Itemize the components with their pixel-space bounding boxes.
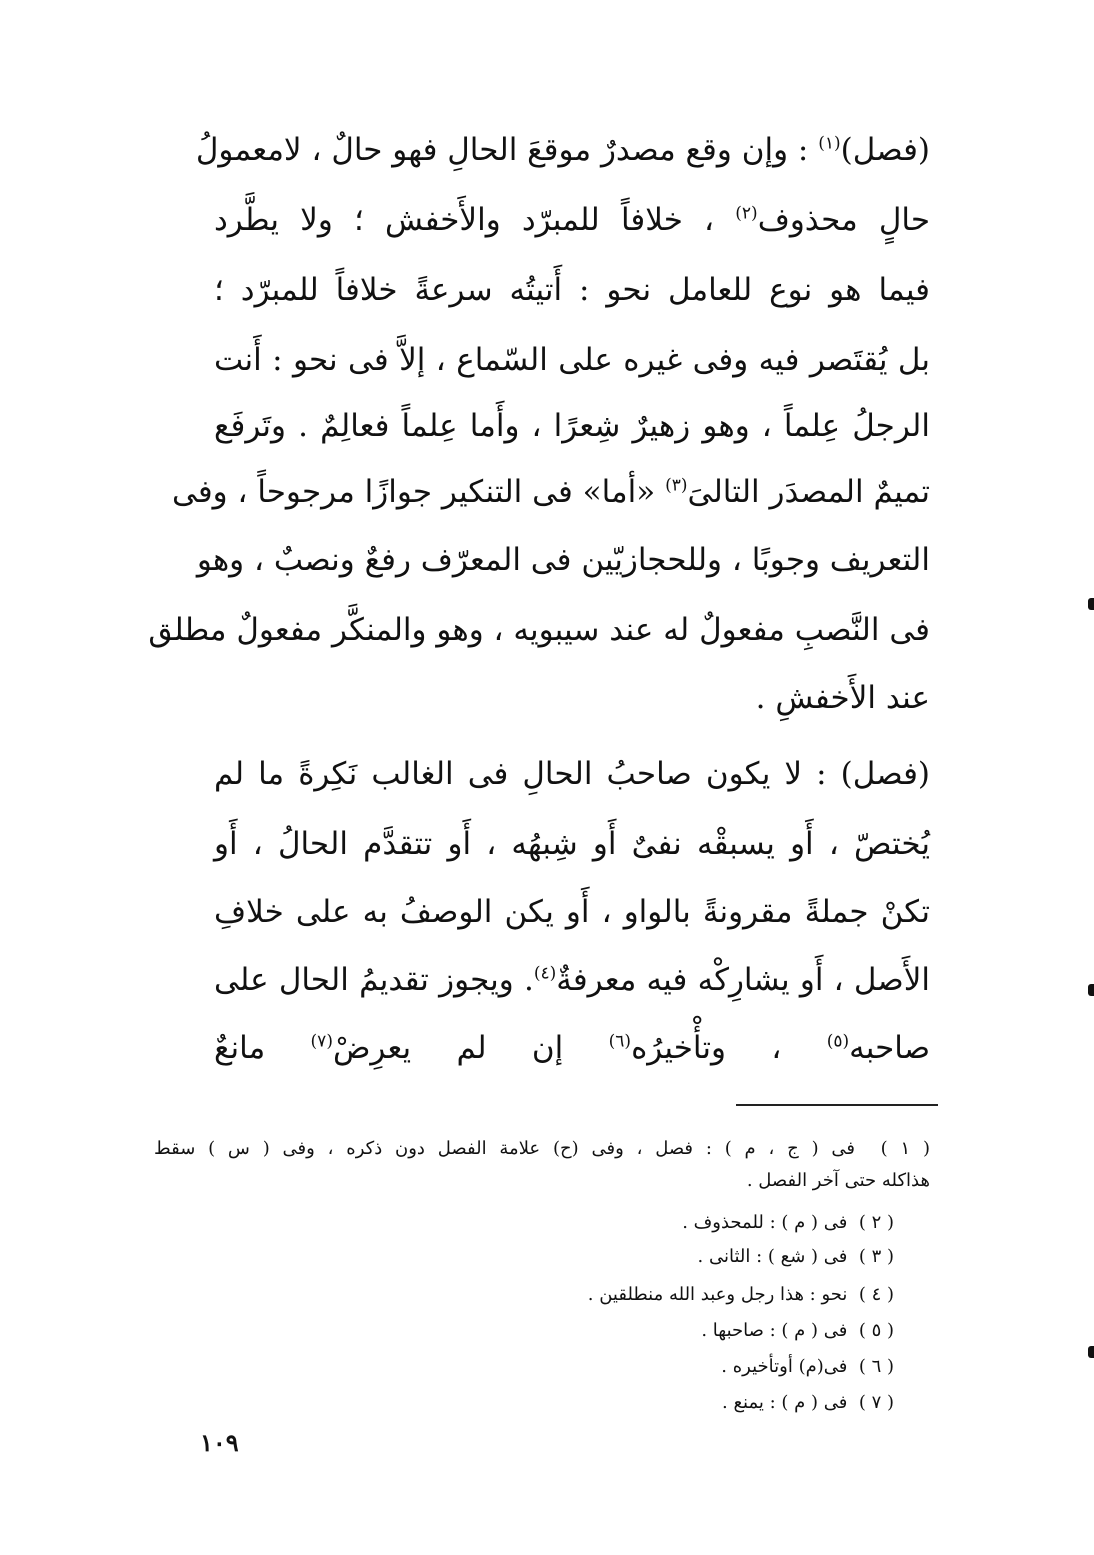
- footnote-ref[interactable]: (٤): [533, 963, 557, 984]
- footnote-item: [722, 1390, 894, 1416]
- footnote-continuation: [154, 1168, 930, 1194]
- footnote-number: ( ٧ ): [858, 1392, 894, 1413]
- text-line: [171, 470, 930, 514]
- page-number: ١٠٩: [200, 1428, 239, 1457]
- footnote-text: فى(م) أوتأخيره .: [721, 1356, 848, 1377]
- text-line: [214, 198, 930, 242]
- line-text: (فصل): [840, 132, 930, 168]
- footnote-number: ( ٦ ): [858, 1356, 894, 1377]
- text-line: [214, 958, 930, 1002]
- footnote-number: ( ٣ ): [858, 1246, 894, 1267]
- footnote-item: [682, 1210, 894, 1236]
- line-text: عند الأَخفشِ .: [755, 680, 930, 716]
- scan-edge-mark: [1088, 598, 1094, 610]
- line-text: تميمٌ المصدَر التالىَ: [687, 474, 930, 510]
- footnote-text: نحو : هذا رجل وعبد الله منطلقين .: [587, 1284, 848, 1305]
- text-line: [214, 676, 930, 720]
- footnote-text: فى ( ج ، م ) : فصل ، وفى (ح) علامة الفصل دون ذكره ، وفى ( س ) سقط: [154, 1138, 856, 1159]
- line-text: (فصل) : لا يكون صاحبُ الحالِ فى الغالب نَكِرةً ما لم: [214, 756, 930, 792]
- line-text: ، وتأْخيرُه: [631, 1030, 827, 1066]
- footnote-text: فى ( شع ) : الثانى .: [697, 1246, 848, 1267]
- footnote-number: ( ٥ ): [858, 1320, 894, 1341]
- line-text: ، خلافاً للمبرّد والأَخفش ؛ ولا يطَّرد: [214, 202, 736, 238]
- footnote-separator: [736, 1104, 938, 1106]
- footnote-ref[interactable]: (٦): [608, 1031, 632, 1052]
- footnote-text: هذاكله حتى آخر الفصل .: [746, 1170, 930, 1191]
- footnote-item: [721, 1354, 894, 1380]
- footnote-ref[interactable]: (٢): [735, 203, 758, 224]
- footnote-number: ( ٢ ): [858, 1212, 894, 1233]
- line-text: فى النَّصبِ مفعولٌ له عند سيبويه ، وهو والمنكَّر مفعولٌ مطلق: [148, 612, 930, 648]
- line-text: «أما» فى التنكير جوازًا مرجوحاً ، وفى: [171, 474, 666, 510]
- text-line: [195, 128, 930, 172]
- text-line: [214, 822, 930, 866]
- line-text: فيما هو نوع للعامل نحو : أَتيتُه سرعةً خلافاً للمبرّد ؛: [214, 272, 930, 308]
- footnote-item: [154, 1136, 930, 1162]
- text-line: [148, 608, 930, 652]
- footnote-ref[interactable]: (١): [818, 133, 841, 154]
- line-text: مانعٌ: [214, 1030, 311, 1066]
- footnote-item: [698, 1244, 894, 1270]
- footnote-ref[interactable]: (٣): [665, 475, 688, 496]
- text-line: [214, 338, 930, 382]
- line-text: : وإن وقع مصدرٌ موقعَ الحالِ فهو حالٌ ، لامعمولُ: [195, 132, 819, 168]
- line-text: حالٍ محذوف: [757, 202, 931, 238]
- footnote-item: [701, 1318, 894, 1344]
- footnote-text: فى ( م ) : صاحبها .: [701, 1320, 848, 1341]
- scan-edge-mark: [1088, 984, 1094, 996]
- line-text: تكنْ جملةً مقرونةً بالواو ، أَو يكن الوصفُ به على خلافِ: [214, 894, 930, 930]
- footnote-text: فى ( م ) : يمنع .: [722, 1392, 848, 1413]
- text-line: [214, 268, 930, 312]
- footnote-text: فى ( م ) : للمحذوف .: [682, 1212, 848, 1233]
- line-text: . ويجوز تقديمُ الحال على: [214, 962, 534, 998]
- footnote-number: ( ١ ): [880, 1138, 930, 1159]
- footnote-item: [588, 1282, 894, 1308]
- text-line: [196, 538, 930, 582]
- line-text: بل يُقتَصر فيه وفى غيره على السّماع ، إلاَّ فى نحو : أَنت: [214, 342, 930, 378]
- text-line: [214, 752, 930, 796]
- line-text: يُختصّ ، أَو يسبقْه نفىٌ أَو شِبهُه ، أَو تتقدَّم الحالُ ، أَو: [214, 826, 930, 862]
- footnote-ref[interactable]: (٧): [310, 1031, 333, 1052]
- text-line: [214, 1026, 930, 1070]
- footnote-number: ( ٤ ): [858, 1284, 894, 1305]
- line-text: الرجلُ عِلماً ، وهو زهيرٌ شِعرًا ، وأَما عِلماً فعالِمٌ . وتَرفَع: [214, 408, 930, 444]
- line-text: إن لم يعرِضْ: [332, 1030, 609, 1066]
- scan-edge-mark: [1088, 1346, 1094, 1358]
- line-text: الأَصل ، أَو يشارِكْه فيه معرفةٌ: [556, 962, 930, 998]
- text-line: [214, 404, 930, 448]
- line-text: التعريف وجوبًا ، وللحجازيّين فى المعرّف رفعٌ ونصبٌ ، وهو: [196, 542, 930, 578]
- footnote-ref[interactable]: (٥): [826, 1031, 850, 1052]
- text-line: [214, 890, 930, 934]
- line-text: صاحبه: [849, 1030, 931, 1066]
